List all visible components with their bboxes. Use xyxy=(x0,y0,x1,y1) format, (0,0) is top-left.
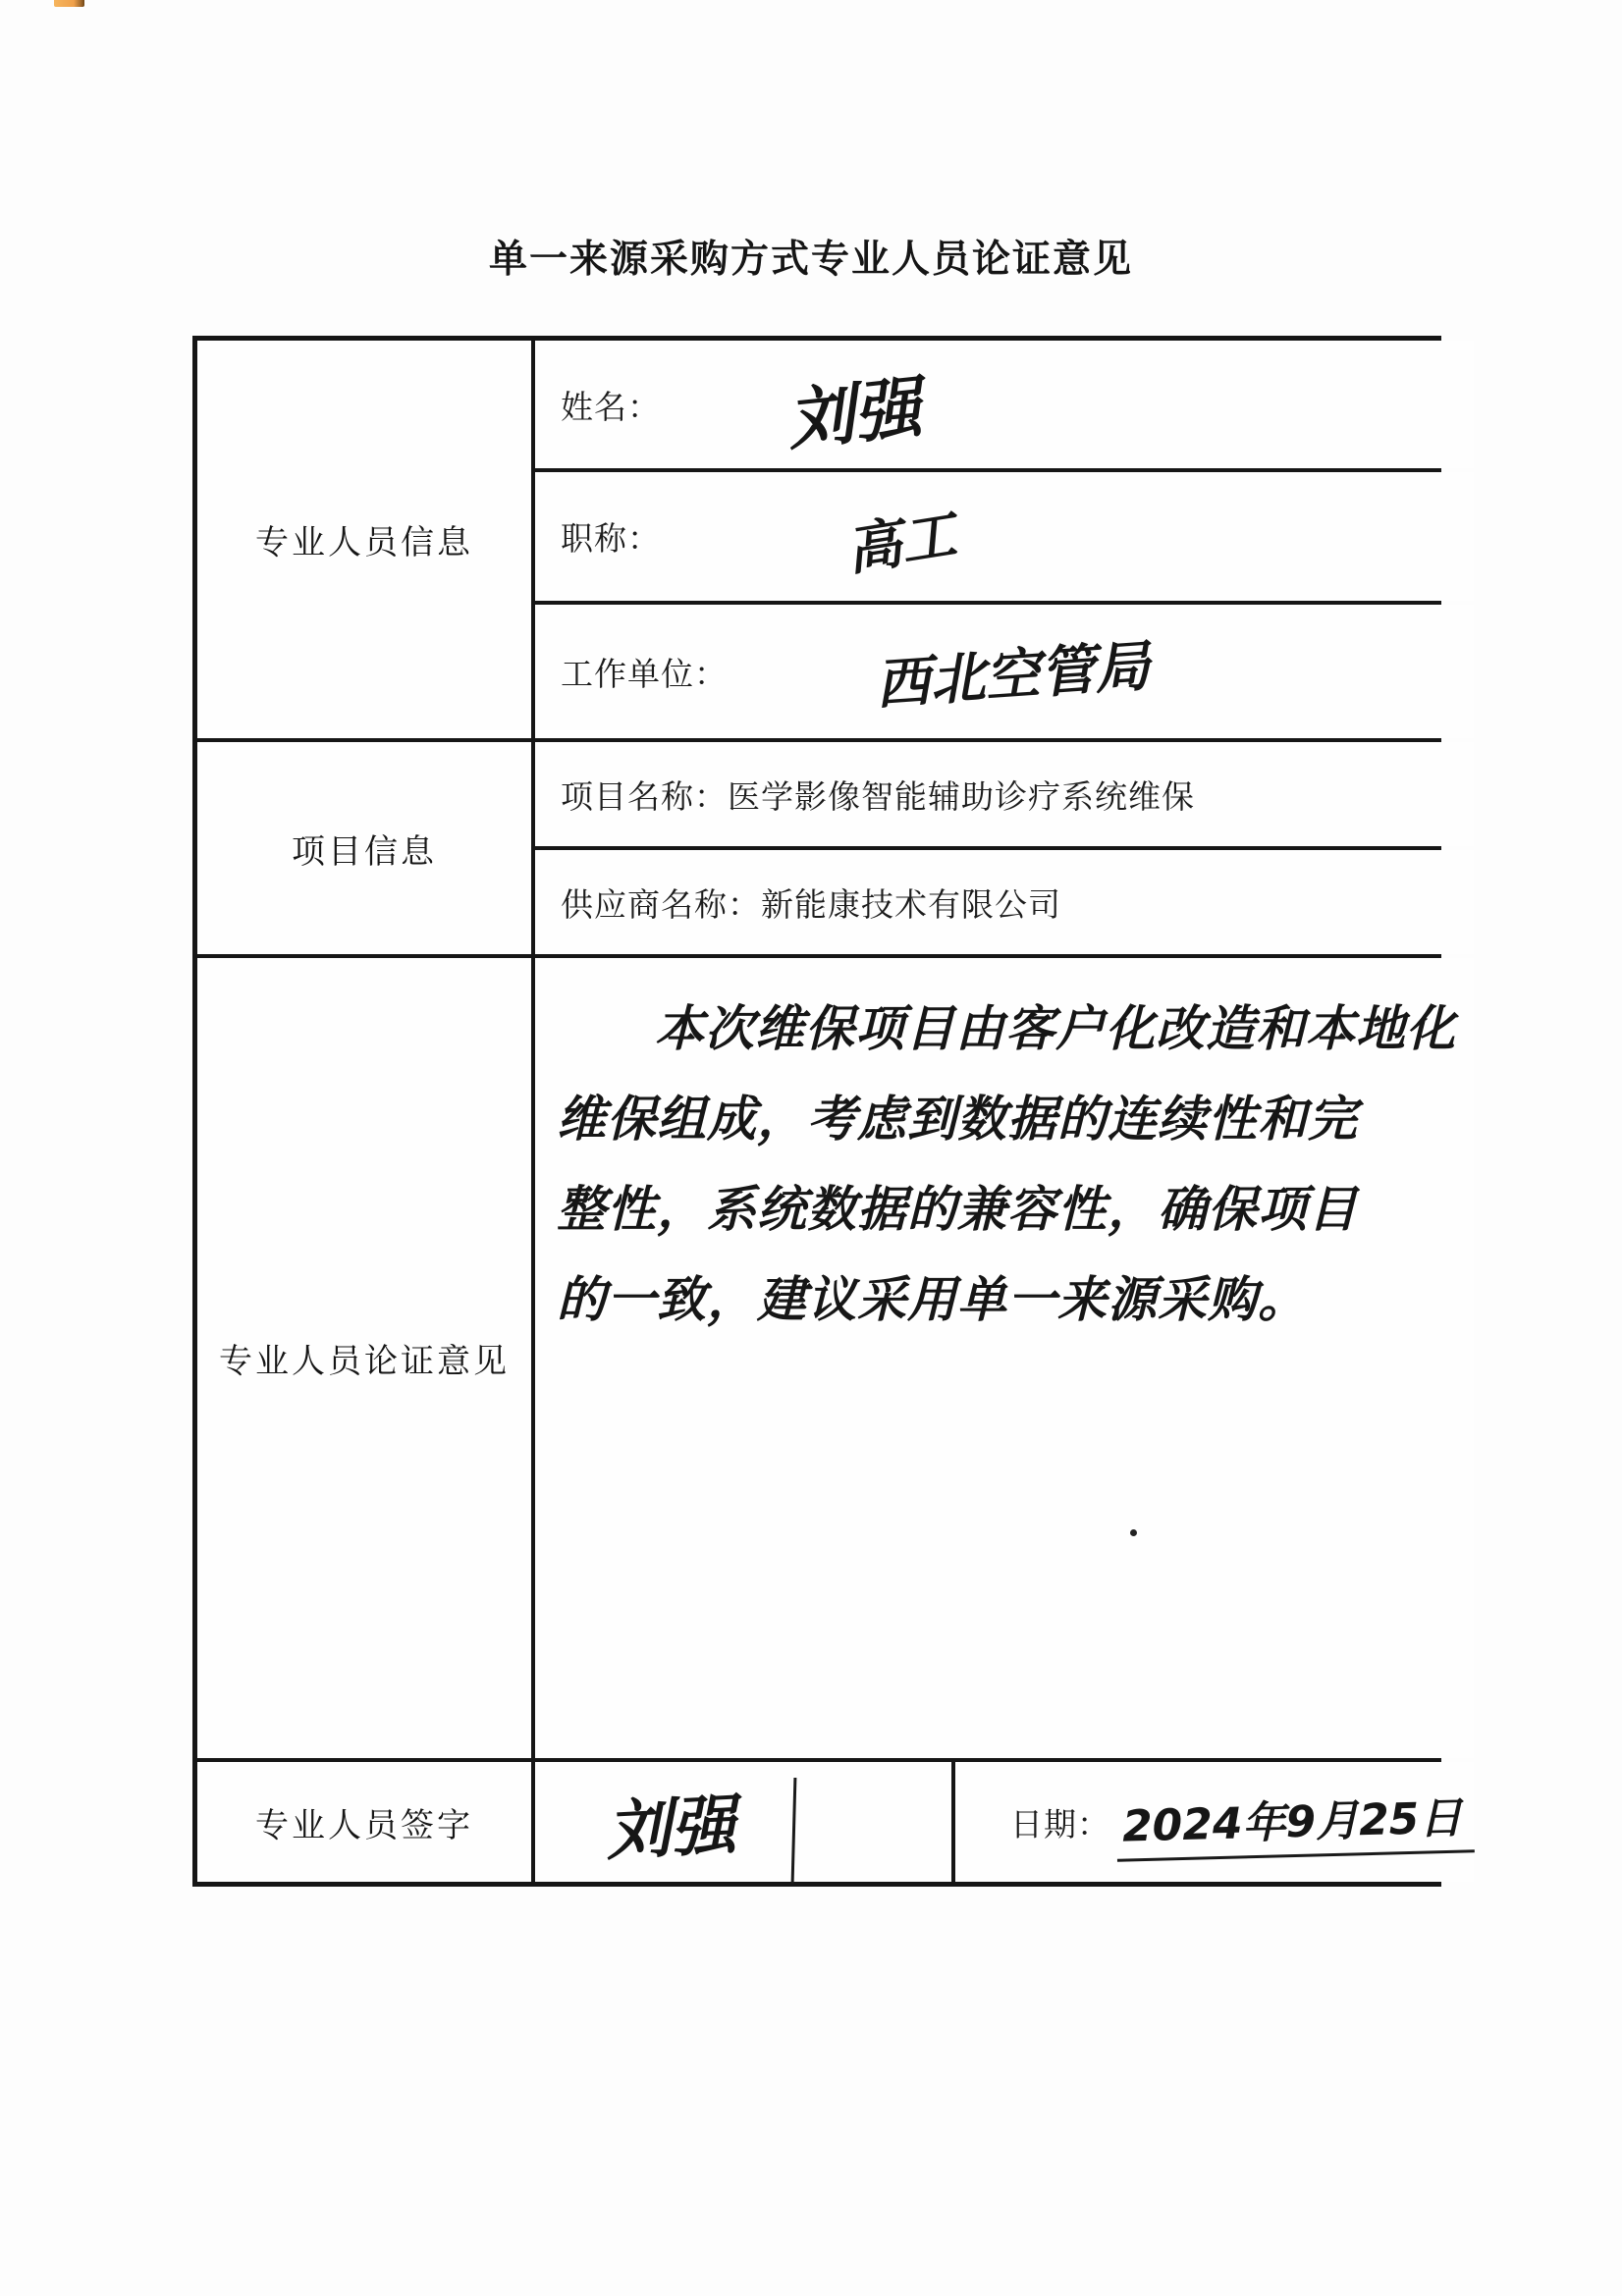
opinion-line: 整性，系统数据的兼容性，确保项目 xyxy=(557,1181,1358,1238)
personnel-section-label: 专业人员信息 xyxy=(255,525,473,561)
name-label: 姓名： xyxy=(561,390,661,426)
date-label: 日期： xyxy=(1010,1807,1110,1843)
signature-cell xyxy=(535,1762,951,1882)
supplier-label: 供应商名称： xyxy=(561,887,761,924)
workunit-handwritten-value: 西北空管局 xyxy=(873,634,1153,718)
opinion-line: 维保组成，考虑到数据的连续性和完 xyxy=(557,1091,1358,1148)
opinion-section-cell xyxy=(197,958,531,1758)
supplier-value: 新能康技术有限公司 xyxy=(761,887,1061,924)
project-section-cell xyxy=(197,742,531,954)
jobtitle-handwritten-value: 高工 xyxy=(841,503,961,583)
opinion-content-cell xyxy=(535,958,1474,1758)
signature-section-cell xyxy=(197,1762,531,1882)
project-name-field-cell xyxy=(535,742,1474,846)
project-name-label: 项目名称： xyxy=(561,779,728,816)
name-field-cell xyxy=(535,341,1474,468)
workunit-label: 工作单位： xyxy=(561,657,728,693)
signature-section-label: 专业人员签字 xyxy=(255,1807,473,1844)
ink-dot xyxy=(1130,1529,1137,1536)
sticky-tab-icon xyxy=(54,0,84,7)
name-handwritten-value: 刘强 xyxy=(784,368,925,460)
project-name-value: 医学影像智能辅助诊疗系统维保 xyxy=(728,779,1195,816)
opinion-line: 本次维保项目由客户化改造和本地化 xyxy=(655,1000,1456,1057)
opinion-line: 的一致，建议采用单一来源采购。 xyxy=(557,1271,1308,1328)
personnel-section-cell xyxy=(197,341,531,738)
date-cell xyxy=(955,1762,1474,1882)
jobtitle-label: 职称： xyxy=(561,522,661,558)
signature-handwritten-value: 刘强 xyxy=(604,1787,738,1869)
date-handwritten-value: 2024年9月25日 xyxy=(1115,1782,1475,1862)
form-table xyxy=(192,336,1463,1887)
project-section-label: 项目信息 xyxy=(292,833,437,871)
opinion-section-label: 专业人员论证意见 xyxy=(219,1344,510,1380)
page-title: 单一来源采购方式专业人员论证意见 xyxy=(488,239,1133,281)
workunit-field-cell xyxy=(535,605,1474,738)
supplier-field-cell xyxy=(535,850,1474,954)
jobtitle-field-cell xyxy=(535,472,1474,601)
signature-pen-stroke xyxy=(791,1778,797,1884)
